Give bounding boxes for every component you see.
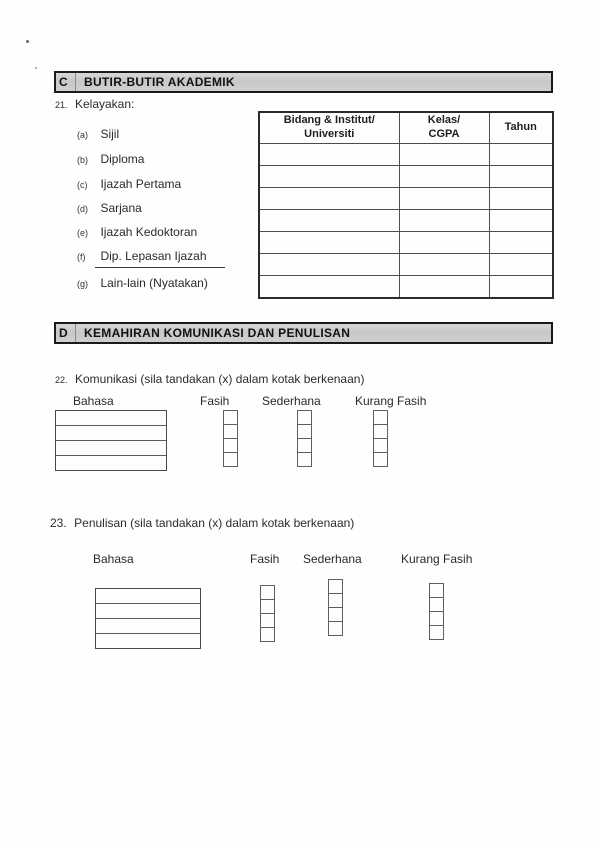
q23-bahasa-table	[95, 588, 201, 649]
bahasa-row[interactable]	[96, 604, 200, 619]
cell-kelas[interactable]	[399, 232, 489, 254]
table-row	[259, 232, 553, 254]
checkbox-fasih[interactable]	[260, 613, 275, 628]
qualification-item-b	[77, 150, 144, 168]
qualification-item-g	[77, 274, 208, 292]
checkbox-fasih[interactable]	[223, 452, 238, 467]
cell-tahun[interactable]	[489, 210, 553, 232]
item-label: Sarjana	[100, 201, 142, 215]
checkbox-sederhana[interactable]	[328, 621, 343, 636]
question-22	[55, 370, 364, 388]
checkbox-fasih[interactable]	[223, 438, 238, 453]
item-label: Ijazah Pertama	[100, 177, 182, 191]
checkbox-fasih[interactable]	[260, 627, 275, 642]
scan-speck	[35, 67, 37, 69]
q22-sederhana-checkboxes	[297, 410, 312, 467]
question-23-label: Penulisan (sila tandakan (x) dalam kotak berkenaan)	[74, 516, 355, 530]
checkbox-kurang-fasih[interactable]	[429, 583, 444, 598]
cell-bidang[interactable]	[259, 232, 399, 254]
cell-tahun[interactable]	[489, 144, 553, 166]
checkbox-sederhana[interactable]	[297, 452, 312, 467]
q23-col-bahasa: Bahasa	[93, 552, 134, 566]
checkbox-kurang-fasih[interactable]	[429, 625, 444, 640]
cell-bidang[interactable]	[259, 254, 399, 276]
section-header-d	[54, 322, 553, 344]
qualification-item-e	[77, 223, 197, 241]
section-c-title: BUTIR-BUTIR AKADEMIK	[84, 75, 235, 89]
question-23	[50, 514, 354, 532]
header-kelas-cgpa: Kelas/ CGPA	[399, 112, 489, 144]
header-tahun: Tahun	[489, 112, 553, 144]
cell-kelas[interactable]	[399, 166, 489, 188]
checkbox-sederhana[interactable]	[328, 579, 343, 594]
checkbox-fasih[interactable]	[223, 410, 238, 425]
q22-col-bahasa: Bahasa	[73, 394, 114, 408]
checkbox-kurang-fasih[interactable]	[373, 438, 388, 453]
question-23-number: 23.	[50, 516, 67, 530]
item-key: (c)	[77, 180, 88, 190]
checkbox-kurang-fasih[interactable]	[373, 424, 388, 439]
header-bidang-institut: Bidang & Institut/ Universiti	[259, 112, 399, 144]
checkbox-sederhana[interactable]	[328, 593, 343, 608]
cell-tahun[interactable]	[489, 166, 553, 188]
cell-kelas[interactable]	[399, 144, 489, 166]
q22-kurang-fasih-checkboxes	[373, 410, 388, 467]
cell-bidang[interactable]	[259, 166, 399, 188]
cell-bidang[interactable]	[259, 144, 399, 166]
bahasa-row[interactable]	[96, 589, 200, 604]
bahasa-row[interactable]	[56, 426, 166, 441]
item-label: Diploma	[100, 152, 145, 166]
question-22-label: Komunikasi (sila tandakan (x) dalam kotak berkenaan)	[74, 372, 365, 386]
table-row	[259, 210, 553, 232]
qualification-item-c	[77, 175, 181, 193]
cell-kelas[interactable]	[399, 276, 489, 299]
q22-col-kurang-fasih: Kurang Fasih	[355, 394, 427, 408]
question-21-label: Kelayakan:	[74, 97, 135, 111]
section-header-c	[54, 71, 553, 93]
cell-bidang[interactable]	[259, 276, 399, 299]
bahasa-row[interactable]	[96, 634, 200, 648]
academic-qualifications-table	[258, 111, 554, 299]
qualification-item-f	[77, 247, 207, 265]
cell-kelas[interactable]	[399, 254, 489, 276]
table-row	[259, 166, 553, 188]
item-label: Ijazah Kedoktoran	[100, 225, 198, 239]
checkbox-kurang-fasih[interactable]	[373, 452, 388, 467]
item-key: (a)	[77, 130, 88, 140]
q22-col-sederhana: Sederhana	[262, 394, 321, 408]
item-key: (b)	[77, 155, 88, 165]
table-row	[259, 144, 553, 166]
item-label: Dip. Lepasan Ijazah	[100, 249, 207, 263]
q23-col-fasih: Fasih	[250, 552, 280, 566]
q22-fasih-checkboxes	[223, 410, 238, 467]
item-key: (d)	[77, 204, 88, 214]
qualification-item-a	[77, 125, 119, 143]
table-header-row	[259, 112, 553, 144]
checkbox-kurang-fasih[interactable]	[373, 410, 388, 425]
table-row	[259, 254, 553, 276]
section-d-letter: D	[56, 324, 76, 342]
q22-bahasa-table	[55, 410, 167, 471]
bahasa-row[interactable]	[56, 456, 166, 470]
q23-sederhana-checkboxes	[328, 579, 343, 636]
cell-kelas[interactable]	[399, 210, 489, 232]
cell-bidang[interactable]	[259, 210, 399, 232]
q23-col-sederhana: Sederhana	[303, 552, 362, 566]
cell-kelas[interactable]	[399, 188, 489, 210]
item-key: (e)	[77, 228, 88, 238]
item-label: Lain-lain (Nyatakan)	[100, 276, 208, 290]
checkbox-fasih[interactable]	[260, 585, 275, 600]
question-21	[55, 95, 134, 113]
item-key: (g)	[77, 279, 88, 289]
cell-tahun[interactable]	[489, 232, 553, 254]
checkbox-fasih[interactable]	[260, 599, 275, 614]
table-row	[259, 276, 553, 299]
cell-tahun[interactable]	[489, 276, 553, 299]
item-key: (f)	[77, 252, 86, 262]
qualification-item-d	[77, 199, 142, 217]
scan-speck	[26, 40, 29, 43]
item-label: Sijil	[100, 127, 120, 141]
q23-kurang-fasih-checkboxes	[429, 583, 444, 640]
checkbox-kurang-fasih[interactable]	[429, 611, 444, 626]
q23-fasih-checkboxes	[260, 585, 275, 642]
question-21-number: 21.	[55, 100, 68, 110]
bahasa-row[interactable]	[96, 619, 200, 634]
checkbox-sederhana[interactable]	[328, 607, 343, 622]
table-row	[259, 188, 553, 210]
question-22-number: 22.	[55, 375, 68, 385]
cell-tahun[interactable]	[489, 188, 553, 210]
section-c-letter: C	[56, 73, 76, 91]
bahasa-row[interactable]	[56, 441, 166, 456]
cell-tahun[interactable]	[489, 254, 553, 276]
bahasa-row[interactable]	[56, 411, 166, 426]
q22-col-fasih: Fasih	[200, 394, 230, 408]
checkbox-sederhana[interactable]	[297, 410, 312, 425]
section-d-title: KEMAHIRAN KOMUNIKASI DAN PENULISAN	[84, 326, 351, 340]
cell-bidang[interactable]	[259, 188, 399, 210]
q23-col-kurang-fasih: Kurang Fasih	[401, 552, 473, 566]
lain-lain-write-line[interactable]	[95, 267, 225, 268]
checkbox-fasih[interactable]	[223, 424, 238, 439]
checkbox-kurang-fasih[interactable]	[429, 597, 444, 612]
checkbox-sederhana[interactable]	[297, 424, 312, 439]
checkbox-sederhana[interactable]	[297, 438, 312, 453]
